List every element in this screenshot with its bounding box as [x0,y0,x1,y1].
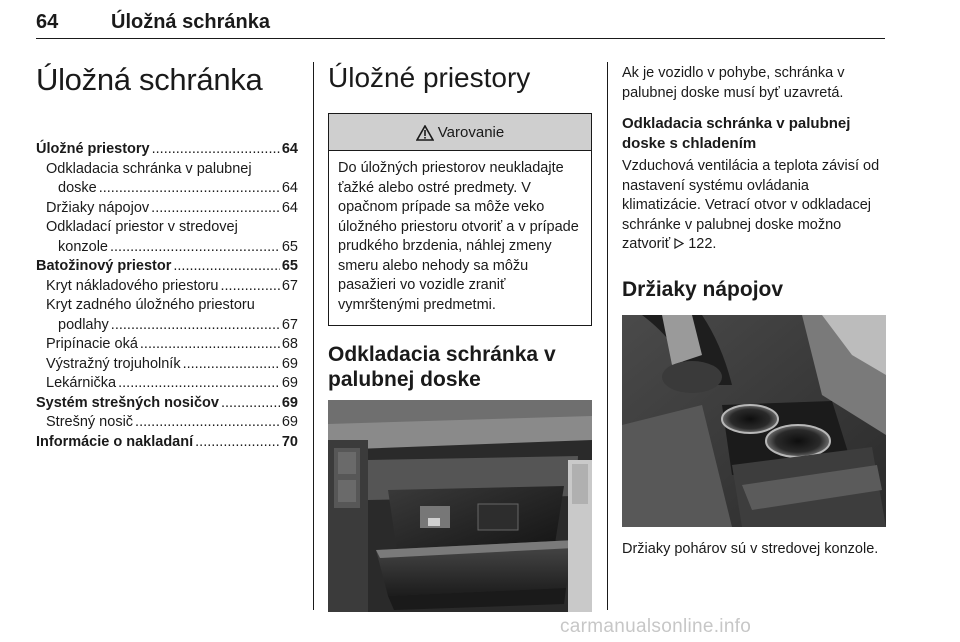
toc-entry[interactable] [36,277,298,297]
cupholder-photo [622,315,886,527]
watermark: carmanualsonline.info [560,616,752,637]
toc-entry[interactable] [36,413,298,433]
toc-column [36,60,298,452]
column-divider-right [607,62,608,610]
section-title-cupholders: Držiaky nápojov [622,277,784,301]
page-number: 64 [36,11,59,33]
right-column [622,64,887,559]
warning-triangle-icon [416,125,434,141]
toc-entry[interactable] [36,238,298,258]
toc-page-number: 69 [281,355,298,372]
column-divider-left [313,62,314,610]
toc-leader-dots [110,238,280,258]
table-of-contents [36,140,298,452]
reference-triangle-icon [674,238,684,249]
toc-page-number: 69 [281,414,298,430]
toc-leader-dots [221,394,280,414]
toc-leader-dots [195,433,280,453]
toc-label: Kryt nákladového priestoru [46,277,219,294]
toc-entry[interactable] [36,316,298,336]
toc-leader-dots [111,316,280,336]
toc-page-number: 70 [281,433,298,450]
toc-label: doske [58,180,97,196]
toc-page-number: 69 [281,375,298,391]
toc-leader-dots [221,277,280,297]
toc-entry[interactable]: Kryt zadného úložného priestoru [46,297,255,313]
cooled-glovebox-body: Vzduchová ventilácia a teplota závisí od nastavení systému ovládania klimatizácie. Vetrací otvor v odkladacej schránke v palubnej doske možno zatvoriť [622,158,880,252]
toc-page-number: 68 [281,336,298,352]
toc-chapter-entry[interactable] [36,394,298,414]
page-reference[interactable]: 122. [688,236,717,252]
toc-entry[interactable]: Odkladacia schránka v palubnej [46,160,252,177]
toc-leader-dots [140,335,280,355]
toc-label: Systém strešných nosičov [36,394,219,411]
toc-entry[interactable]: Odkladací priestor v stredovej [46,219,238,235]
warning-header [329,114,591,151]
toc-label: Lekárnička [46,375,117,391]
toc-page-number: 65 [281,238,298,255]
toc-leader-dots [135,413,280,433]
warning-heading: Varovanie [437,123,505,141]
toc-page-number: 65 [281,258,298,274]
toc-leader-dots [151,199,280,219]
toc-page-number: 64 [281,199,298,216]
chapter-title: Úložná schránka [36,62,263,97]
toc-label: Výstražný trojuholník [46,355,181,372]
toc-leader-dots [173,257,280,277]
toc-leader-dots [99,179,280,199]
toc-page-number: 67 [281,316,298,333]
subsection-title-glovebox: Odkladacia schránka v palubnej doske [328,343,556,391]
middle-column [328,60,592,612]
toc-label: Strešný nosič [46,414,134,430]
cooled-glovebox-text [622,157,887,255]
glovebox-photo [328,400,592,612]
toc-label: Pripínacie oká [46,336,138,352]
page-header [36,9,885,39]
toc-entry[interactable] [36,199,298,219]
toc-chapter-entry[interactable] [36,433,298,453]
toc-page-number: 64 [281,141,298,157]
toc-page-number: 67 [281,277,298,294]
toc-entry[interactable] [36,355,298,375]
toc-entry[interactable] [36,374,298,394]
toc-label: Batožinový priestor [36,258,172,274]
warning-text: Do úložných priestorov neukladajte ťažké alebo ostré predmety. V opačnom prípade sa môže veko úložného priestoru otvoriť a v prípade prudkého brzdenia, náhlej zmeny smeru alebo nehody sa môžu pasažieri vo vozidle zraniť vymrštenými predmetmi. [338,160,579,313]
toc-label: Informácie o nakladaní [36,433,194,450]
section-title-storage: Úložné priestory [328,62,531,93]
cooled-glovebox-heading: Odkladacia schránka v palubnej doske s chladením [622,115,851,152]
toc-label: podlahy [58,316,109,333]
toc-entry[interactable] [36,179,298,199]
running-title: Úložná schránka [111,11,270,33]
toc-page-number: 64 [281,180,298,196]
warning-box [328,113,592,326]
toc-entry[interactable] [36,335,298,355]
toc-chapter-entry[interactable] [36,140,298,160]
toc-page-number: 69 [281,394,298,411]
toc-label: Držiaky nápojov [46,199,150,216]
toc-label: Úložné priestory [36,141,150,157]
toc-chapter-entry[interactable] [36,257,298,277]
toc-leader-dots [152,140,280,160]
cupholders-caption: Držiaky pohárov sú v stredovej konzole. [622,540,879,557]
glovebox-closed-note: Ak je vozidlo v pohybe, schránka v palubnej doske musí byť uzavretá. [622,65,845,101]
toc-leader-dots [183,355,280,375]
toc-leader-dots [118,374,280,394]
toc-label: konzole [58,238,108,255]
